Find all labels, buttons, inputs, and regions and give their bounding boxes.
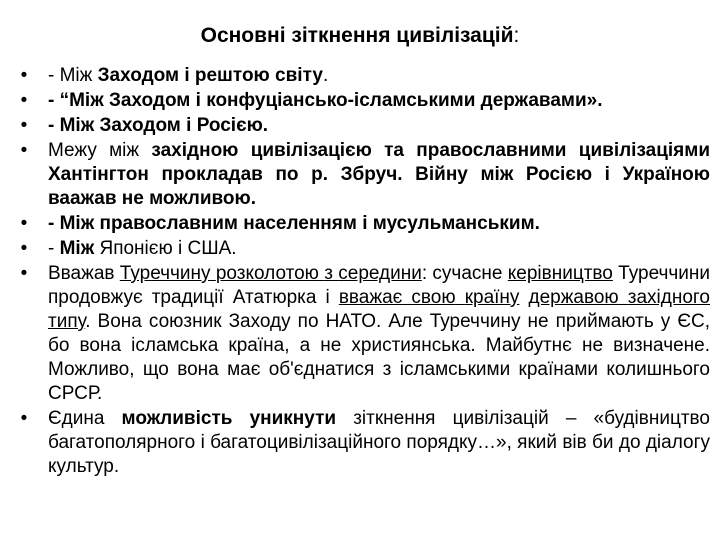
bullet-icon: • bbox=[20, 408, 28, 429]
bullet-icon: • bbox=[20, 65, 28, 86]
list-item: • - Між Японією і США. bbox=[14, 237, 710, 261]
bullet-icon: • bbox=[20, 238, 28, 259]
bullet-icon: • bbox=[20, 115, 28, 136]
list-item: • Межу між західною цивілізацією та православними цивілізаціями Хантінгтон прокладав по р. Збруч. Війну між Росією і Україною ваажав не можливою. bbox=[14, 139, 710, 211]
list-item: • Єдина можливість уникнути зіткнення цивілізацій – «будівництво багатополярного і багатоцивілізаційного порядку…», який вів би до діалогу культур. bbox=[14, 407, 710, 479]
title-colon: : bbox=[513, 24, 520, 47]
bullet-icon: • bbox=[20, 213, 28, 234]
title-text: Основні зіткнення цивілізацій bbox=[200, 24, 514, 47]
list-item: • - Між Заходом і Росією. bbox=[14, 114, 710, 138]
bullet-icon: • bbox=[20, 263, 28, 284]
list-item: • - Між православним населенням і мусульманським. bbox=[14, 212, 710, 236]
list-item: • - Між Заходом і рештою світу. bbox=[14, 64, 710, 88]
bullet-icon: • bbox=[20, 90, 28, 111]
slide-title bbox=[0, 22, 720, 50]
bullet-list bbox=[14, 64, 710, 480]
list-item: • - “Між Заходом і конфуціансько-ісламськими державами». bbox=[14, 89, 710, 113]
bullet-icon: • bbox=[20, 140, 28, 161]
list-item: • Вважав Туреччину розколотою з середини: сучасне керівництво Туреччини продовжує традиції Ататюрка і вважає свою країну державою західного типу. Вона союзник Заходу по НАТО. Але Туреччину не приймають у ЄС, бо вона ісламська країна, а не християнська. Майбутнє не визначене. Можливо, що вона має об'єднатися з ісламськими країнами колишнього СРСР. bbox=[14, 262, 710, 406]
